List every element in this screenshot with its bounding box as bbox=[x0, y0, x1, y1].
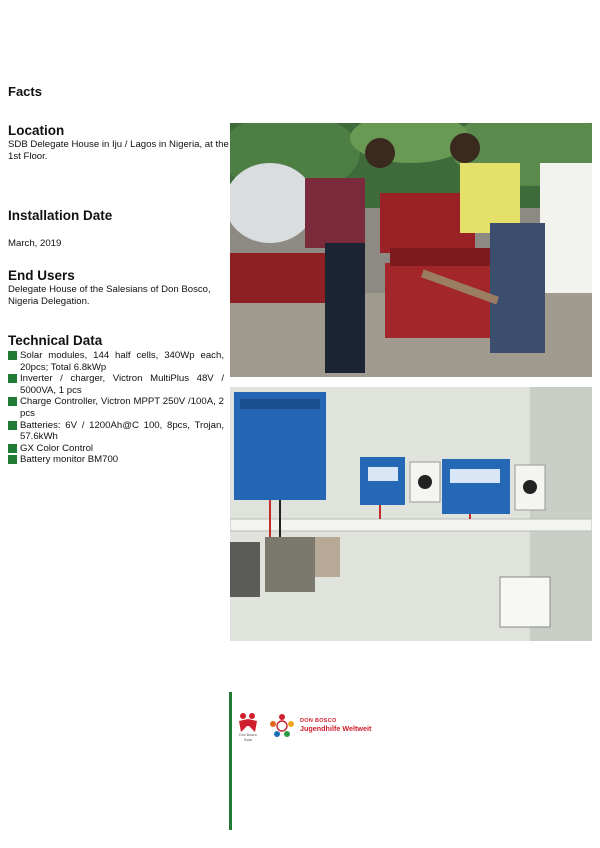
bullet-square-icon bbox=[8, 374, 17, 383]
bullet-square-icon bbox=[8, 421, 17, 430]
bullet-square-icon bbox=[8, 351, 17, 360]
jugendhilfe-weltweit-logo-text bbox=[300, 718, 371, 733]
list-item: Batteries: 6V / 1200Ah@C 100, 8pcs, Trojan, 57.6kWh bbox=[8, 420, 224, 443]
location-text: SDB Delegate House in Iju / Lagos in Nigeria, at the 1st Floor. bbox=[8, 139, 229, 162]
logo-left-line1: Don Bosco bbox=[239, 733, 257, 737]
vertical-green-divider bbox=[229, 692, 232, 830]
battery-installation-photo bbox=[230, 123, 592, 377]
list-item: Inverter / charger, Victron MultiPlus 48V / 5000VA, 1 pcs bbox=[8, 373, 224, 396]
installation-date-heading: Installation Date bbox=[8, 208, 113, 223]
list-item: GX Color Control bbox=[8, 443, 224, 455]
inverter-installation-photo bbox=[230, 387, 592, 641]
people-circle-icon bbox=[268, 712, 296, 740]
don-bosco-solar-logo bbox=[236, 712, 260, 742]
logo-right-line2: Jugendhilfe Weltweit bbox=[300, 724, 372, 733]
jugendhilfe-weltweit-emblem bbox=[268, 712, 296, 740]
bullet-square-icon bbox=[8, 455, 17, 464]
end-users-text: Delegate House of the Salesians of Don Bosco, Nigeria Delegation. bbox=[8, 284, 211, 307]
location-heading: Location bbox=[8, 123, 65, 138]
logo-right-line1: DON BOSCO bbox=[300, 718, 337, 724]
list-item: Solar modules, 144 half cells, 340Wp each, 20pcs; Total 6.8kWp bbox=[8, 350, 224, 373]
list-item: Charge Controller, Victron MPPT 250V /100A, 2 pcs bbox=[8, 396, 224, 419]
end-users-heading: End Users bbox=[8, 268, 75, 283]
installation-date-text: March, 2019 bbox=[8, 238, 62, 249]
technical-data-list bbox=[8, 350, 224, 466]
list-item: Battery monitor BM700 bbox=[8, 454, 224, 466]
facts-heading: Facts bbox=[8, 84, 42, 99]
don-bosco-solar-icon bbox=[236, 712, 260, 734]
technical-data-heading: Technical Data bbox=[8, 333, 103, 348]
bullet-square-icon bbox=[8, 444, 17, 453]
bullet-square-icon bbox=[8, 397, 17, 406]
logo-left-line2: Solar bbox=[243, 737, 253, 742]
